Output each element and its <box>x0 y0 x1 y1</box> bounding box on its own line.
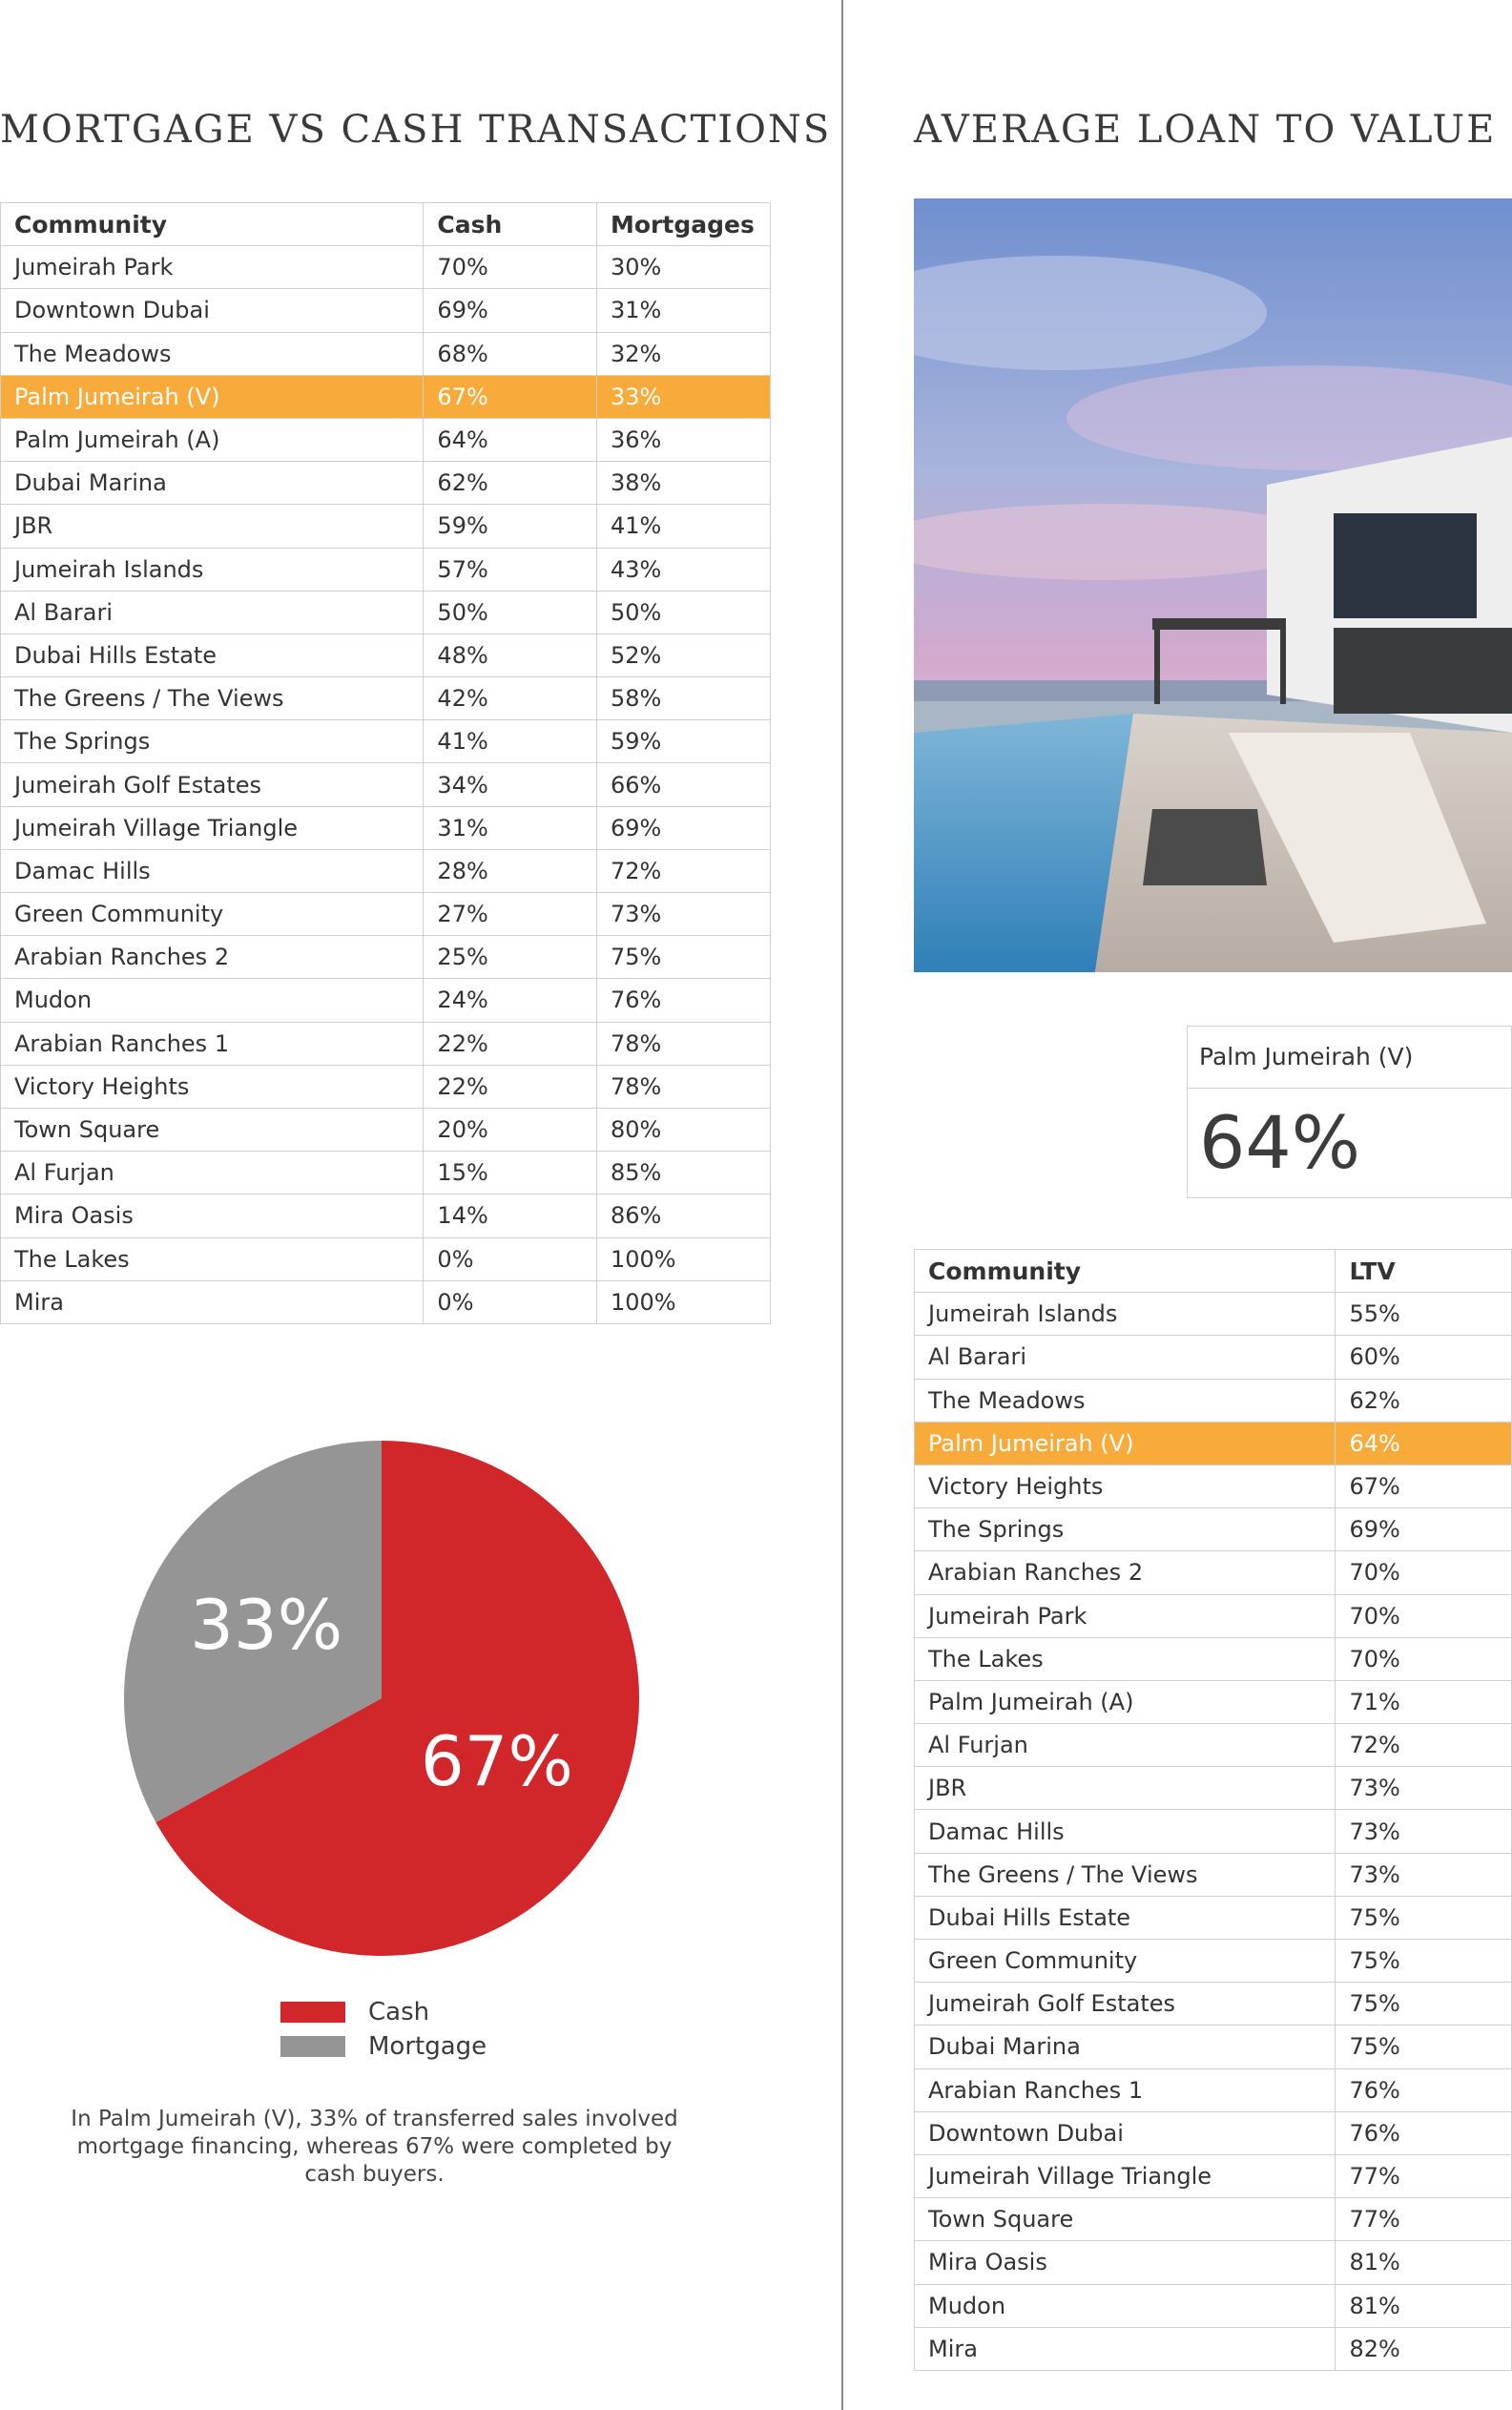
table-cell: Palm Jumeirah (V) <box>1 375 424 418</box>
table-row <box>915 1336 1512 1379</box>
table-row <box>1 936 771 979</box>
table-cell: 64% <box>1336 1422 1512 1465</box>
pie-label-mortgage: 33% <box>190 1585 343 1666</box>
table-row <box>915 2026 1512 2068</box>
table-cell: 31% <box>424 806 597 849</box>
table-cell: Al Barari <box>915 1336 1336 1379</box>
table-cell: Palm Jumeirah (A) <box>915 1680 1336 1723</box>
table-cell: Downtown Dubai <box>915 2111 1336 2154</box>
table-row <box>1 591 771 634</box>
table-cell: Town Square <box>1 1108 424 1151</box>
table-cell: 75% <box>1336 1896 1512 1939</box>
table-cell: 60% <box>1336 1336 1512 1379</box>
table-cell: The Springs <box>915 1508 1336 1551</box>
table-cell: 76% <box>1336 2111 1512 2154</box>
table-cell: Downtown Dubai <box>1 289 424 332</box>
table-cell: 71% <box>1336 1680 1512 1723</box>
table-row <box>915 1724 1512 1767</box>
table-cell: 22% <box>424 1022 597 1065</box>
legend-label-cash: Cash <box>368 1998 430 2026</box>
table-cell: 77% <box>1336 2154 1512 2197</box>
table-cell: 70% <box>1336 1594 1512 1637</box>
table-cell: 82% <box>1336 2327 1512 2370</box>
table-row <box>1 849 771 892</box>
table-cell: Green Community <box>915 1940 1336 1983</box>
table-cell: 32% <box>597 332 771 375</box>
highlight-ltv-box <box>1187 1026 1512 1198</box>
table-row <box>915 1551 1512 1594</box>
table-cell: 72% <box>597 849 771 892</box>
table-cell: Mira <box>915 2327 1336 2370</box>
table-cell: The Greens / The Views <box>1 677 424 720</box>
table-cell: 70% <box>1336 1637 1512 1680</box>
table-cell: 85% <box>597 1152 771 1195</box>
table-cell: Mira <box>1 1280 424 1323</box>
table-row <box>1 246 771 289</box>
table-cell: Jumeirah Islands <box>915 1293 1336 1336</box>
table-cell: 69% <box>1336 1508 1512 1551</box>
table-row <box>1 1152 771 1195</box>
table-row <box>1 1195 771 1237</box>
highlight-ltv-label: Palm Jumeirah (V) <box>1188 1027 1511 1089</box>
table-row <box>915 1983 1512 2026</box>
table-cell: Al Furjan <box>915 1724 1336 1767</box>
table-cell: 50% <box>424 591 597 634</box>
table-cell: 48% <box>424 634 597 676</box>
table-row <box>915 2154 1512 2197</box>
table-cell: The Lakes <box>1 1237 424 1280</box>
table-cell: The Lakes <box>915 1637 1336 1680</box>
table-row <box>1 677 771 720</box>
column-header: Community <box>1 203 424 246</box>
cash-mortgage-pie-chart <box>95 1412 668 1984</box>
table-cell: 41% <box>424 720 597 763</box>
table-cell: Dubai Hills Estate <box>1 634 424 676</box>
table-cell: Mira Oasis <box>915 2241 1336 2284</box>
table-row <box>915 2111 1512 2154</box>
table-cell: 75% <box>1336 1983 1512 2026</box>
table-cell: 38% <box>597 462 771 505</box>
table-row <box>915 1508 1512 1551</box>
table-cell: 36% <box>597 418 771 461</box>
table-row <box>915 1896 1512 1939</box>
table-row <box>1 418 771 461</box>
table-row-header <box>1 203 771 246</box>
table-row <box>915 1940 1512 1983</box>
table-cell: Arabian Ranches 1 <box>915 2068 1336 2111</box>
table-row <box>915 1853 1512 1896</box>
table-cell: 42% <box>424 677 597 720</box>
table-cell: Jumeirah Park <box>1 246 424 289</box>
table-cell: 100% <box>597 1280 771 1323</box>
table-cell: 57% <box>424 548 597 591</box>
table-row <box>1 1022 771 1065</box>
table-cell: Jumeirah Village Triangle <box>1 806 424 849</box>
table-cell: The Meadows <box>1 332 424 375</box>
table-cell: 55% <box>1336 1293 1512 1336</box>
column-header: Cash <box>424 203 597 246</box>
table-cell: 59% <box>424 505 597 548</box>
table-cell: 15% <box>424 1152 597 1195</box>
table-cell: Arabian Ranches 2 <box>1 936 424 979</box>
table-cell: The Meadows <box>915 1379 1336 1422</box>
table-cell: 70% <box>424 246 597 289</box>
table-cell: Dubai Marina <box>915 2026 1336 2068</box>
legend-swatch-mortgage <box>280 2036 345 2057</box>
table-cell: Palm Jumeirah (V) <box>915 1422 1336 1465</box>
table-cell: 33% <box>597 375 771 418</box>
table-cell: The Greens / The Views <box>915 1853 1336 1896</box>
highlight-ltv-value: 64% <box>1199 1100 1360 1185</box>
table-row <box>1 548 771 591</box>
table-cell: 77% <box>1336 2198 1512 2241</box>
table-cell: 62% <box>424 462 597 505</box>
table-row <box>915 2241 1512 2284</box>
mortgage-vs-cash-title: MORTGAGE VS CASH TRANSACTIONS <box>0 108 832 152</box>
column-header: Community <box>915 1250 1336 1293</box>
table-cell: Al Furjan <box>1 1152 424 1195</box>
table-row <box>1 462 771 505</box>
table-cell: 80% <box>597 1108 771 1151</box>
table-cell: 67% <box>1336 1465 1512 1507</box>
table-cell: 69% <box>424 289 597 332</box>
table-cell: Victory Heights <box>915 1465 1336 1507</box>
table-cell: Jumeirah Park <box>915 1594 1336 1637</box>
table-cell: 75% <box>597 936 771 979</box>
table-cell: 81% <box>1336 2284 1512 2327</box>
table-cell: 73% <box>1336 1767 1512 1810</box>
table-row <box>1 1280 771 1323</box>
ltv-table <box>914 1249 1512 2371</box>
table-cell: 68% <box>424 332 597 375</box>
table-cell: 73% <box>1336 1853 1512 1896</box>
table-cell: 75% <box>1336 2026 1512 2068</box>
table-cell: 73% <box>597 893 771 936</box>
legend-label-mortgage: Mortgage <box>368 2032 487 2061</box>
table-cell: Dubai Hills Estate <box>915 1896 1336 1939</box>
table-cell: Jumeirah Islands <box>1 548 424 591</box>
table-cell: 66% <box>597 763 771 806</box>
table-cell: 58% <box>597 677 771 720</box>
table-row <box>915 1293 1512 1336</box>
table-cell: 100% <box>597 1237 771 1280</box>
table-cell: Dubai Marina <box>1 462 424 505</box>
table-cell: 28% <box>424 849 597 892</box>
table-cell: Mira Oasis <box>1 1195 424 1237</box>
table-cell: Damac Hills <box>1 849 424 892</box>
table-cell: Mudon <box>1 979 424 1022</box>
pie-label-cash: 67% <box>420 1720 573 1802</box>
table-cell: 27% <box>424 893 597 936</box>
table-cell: 70% <box>1336 1551 1512 1594</box>
table-cell: Palm Jumeirah (A) <box>1 418 424 461</box>
table-cell: JBR <box>915 1767 1336 1810</box>
pie-caption: In Palm Jumeirah (V), 33% of transferred sales involved mortgage financing, whereas 67% were completed by cash buyers. <box>71 2107 678 2187</box>
table-cell: 41% <box>597 505 771 548</box>
legend-swatch-cash <box>280 2002 345 2023</box>
table-row <box>915 2068 1512 2111</box>
table-row <box>1 1237 771 1280</box>
table-cell: 75% <box>1336 1940 1512 1983</box>
table-row <box>1 763 771 806</box>
table-cell: 67% <box>424 375 597 418</box>
table-cell: 0% <box>424 1237 597 1280</box>
table-cell: JBR <box>1 505 424 548</box>
table-cell: 24% <box>424 979 597 1022</box>
table-cell: Jumeirah Golf Estates <box>915 1983 1336 2026</box>
table-cell: Jumeirah Golf Estates <box>1 763 424 806</box>
table-cell: 31% <box>597 289 771 332</box>
table-cell: 69% <box>597 806 771 849</box>
table-row <box>1 720 771 763</box>
table-cell: The Springs <box>1 720 424 763</box>
table-cell: 43% <box>597 548 771 591</box>
mortgage-cash-table <box>0 202 771 1324</box>
table-cell: 86% <box>597 1195 771 1237</box>
table-row <box>1 289 771 332</box>
table-cell: Arabian Ranches 1 <box>1 1022 424 1065</box>
table-row <box>915 1810 1512 1853</box>
table-row <box>915 1680 1512 1723</box>
table-cell: 30% <box>597 246 771 289</box>
column-header: Mortgages <box>597 203 771 246</box>
table-row <box>1 505 771 548</box>
table-cell: 76% <box>1336 2068 1512 2111</box>
column-divider <box>841 0 843 2410</box>
table-cell: Al Barari <box>1 591 424 634</box>
average-ltv-title: AVERAGE LOAN TO VALUE <box>914 108 1497 152</box>
table-row <box>1 979 771 1022</box>
table-row-header <box>915 1250 1512 1293</box>
table-cell: 22% <box>424 1065 597 1108</box>
table-row <box>915 2284 1512 2327</box>
table-cell: 0% <box>424 1280 597 1323</box>
table-cell: 64% <box>424 418 597 461</box>
table-row <box>915 2327 1512 2370</box>
table-row <box>1 1108 771 1151</box>
table-row-highlighted <box>1 375 771 418</box>
table-row <box>915 1379 1512 1422</box>
table-cell: Arabian Ranches 2 <box>915 1551 1336 1594</box>
table-cell: Jumeirah Village Triangle <box>915 2154 1336 2197</box>
table-cell: 20% <box>424 1108 597 1151</box>
table-cell: 78% <box>597 1065 771 1108</box>
table-row <box>1 1065 771 1108</box>
table-cell: Damac Hills <box>915 1810 1336 1853</box>
table-cell: Victory Heights <box>1 1065 424 1108</box>
table-row <box>915 1594 1512 1637</box>
table-row <box>915 1637 1512 1680</box>
table-cell: 52% <box>597 634 771 676</box>
table-row <box>1 634 771 676</box>
table-cell: Mudon <box>915 2284 1336 2327</box>
table-cell: 72% <box>1336 1724 1512 1767</box>
table-row <box>1 332 771 375</box>
table-cell: 25% <box>424 936 597 979</box>
table-row <box>1 893 771 936</box>
column-header: LTV <box>1336 1250 1512 1293</box>
table-cell: Green Community <box>1 893 424 936</box>
table-cell: 50% <box>597 591 771 634</box>
table-row <box>1 806 771 849</box>
table-cell: 73% <box>1336 1810 1512 1853</box>
table-cell: Town Square <box>915 2198 1336 2241</box>
table-cell: 59% <box>597 720 771 763</box>
table-row <box>915 1767 1512 1810</box>
table-row-highlighted <box>915 1422 1512 1465</box>
table-cell: 81% <box>1336 2241 1512 2284</box>
table-row <box>915 1465 1512 1507</box>
table-row <box>915 2198 1512 2241</box>
table-cell: 76% <box>597 979 771 1022</box>
table-cell: 34% <box>424 763 597 806</box>
table-cell: 78% <box>597 1022 771 1065</box>
table-cell: 62% <box>1336 1379 1512 1422</box>
table-cell: 14% <box>424 1195 597 1237</box>
luxury-villa-terrace-image <box>914 198 1512 972</box>
